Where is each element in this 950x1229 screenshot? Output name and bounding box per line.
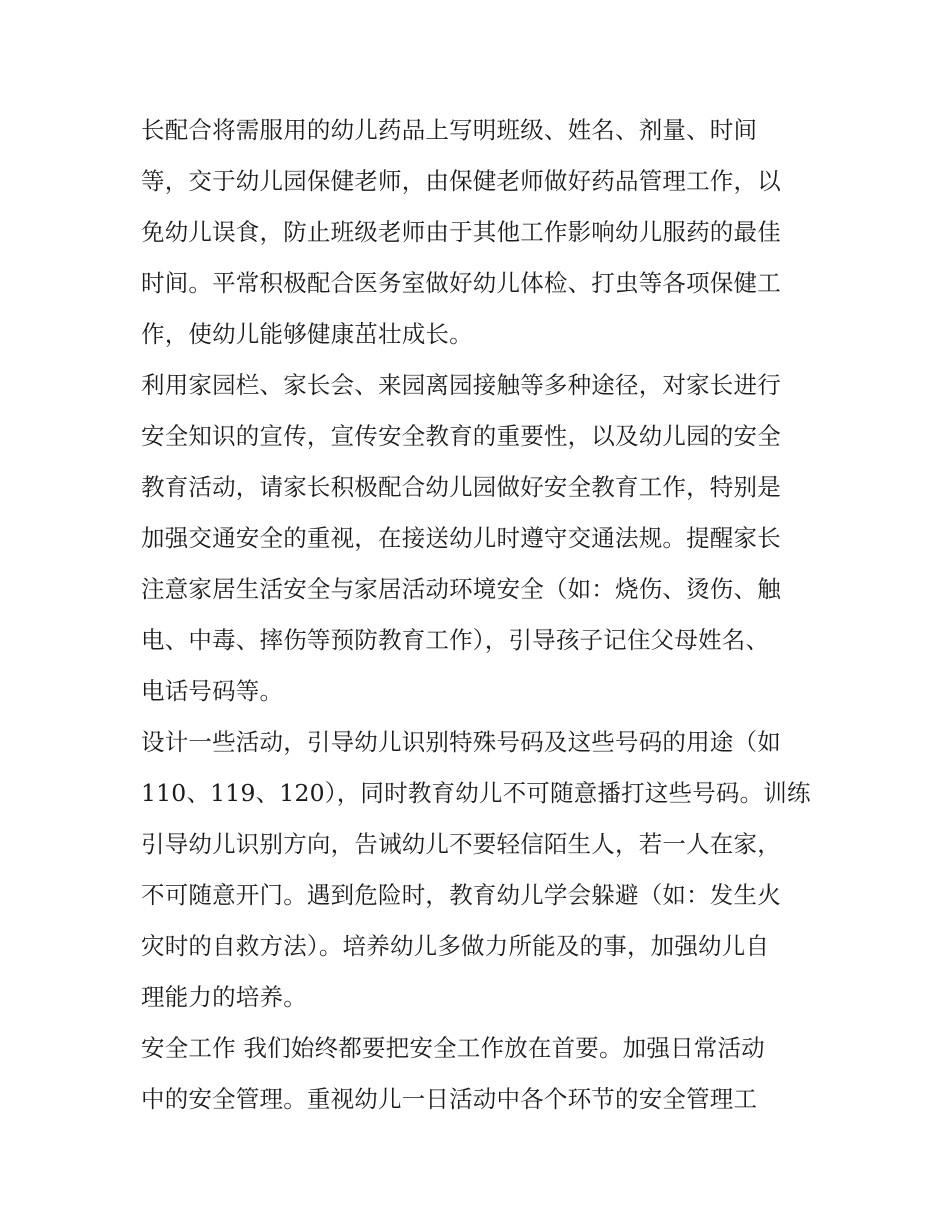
text-line: 利用家园栏、家长会、来园离园接触等多种途径，对家长进行 — [141, 371, 781, 399]
document-body — [141, 110, 821, 1130]
text-line: 安全知识的宣传，宣传安全教育的重要性，以及幼儿园的安全 — [141, 422, 781, 450]
text-line: 作，使幼儿能够健康茁壮成长。 — [141, 320, 473, 348]
text-line: 注意家居生活安全与家居活动环境安全（如：烧伤、烫伤、触 — [141, 575, 781, 603]
text-line: 不可随意开门。遇到危险时，教育幼儿学会躲避（如：发生火 — [141, 881, 781, 909]
text-line: 安全工作 我们始终都要把安全工作放在首要。加强日常活动 — [141, 1034, 765, 1062]
text-line: 灾时的自救方法）。培养幼儿多做力所能及的事，加强幼儿自 — [141, 932, 770, 960]
text-line: 电话号码等。 — [141, 677, 284, 705]
text-line: 免幼儿误食，防止班级老师由于其他工作影响幼儿服药的最佳 — [141, 218, 781, 246]
text-line: 引导幼儿识别方向，告诫幼儿不要轻信陌生人，若一人在家， — [141, 830, 781, 858]
text-line: 110、119、120），同时教育幼儿不可随意播打这些号码。训练 — [141, 779, 811, 807]
text-line: 长配合将需服用的幼儿药品上写明班级、姓名、剂量、时间 — [141, 116, 758, 144]
text-line: 理能力的培养。 — [141, 983, 307, 1011]
text-line: 教育活动，请家长积极配合幼儿园做好安全教育工作，特别是 — [141, 473, 781, 501]
text-line: 设计一些活动，引导幼儿识别特殊号码及这些号码的用途（如 — [141, 728, 781, 756]
text-line: 电、中毒、摔伤等预防教育工作），引导孩子记住父母姓名、 — [141, 626, 770, 654]
text-line: 等，交于幼儿园保健老师，由保健老师做好药品管理工作，以 — [141, 167, 781, 195]
text-line: 中的安全管理。重视幼儿一日活动中各个环节的安全管理工 — [141, 1085, 758, 1113]
text-line: 时间。平常积极配合医务室做好幼儿体检、打虫等各项保健工 — [141, 269, 781, 297]
text-line: 加强交通安全的重视，在接送幼儿时遵守交通法规。提醒家长 — [141, 524, 781, 552]
